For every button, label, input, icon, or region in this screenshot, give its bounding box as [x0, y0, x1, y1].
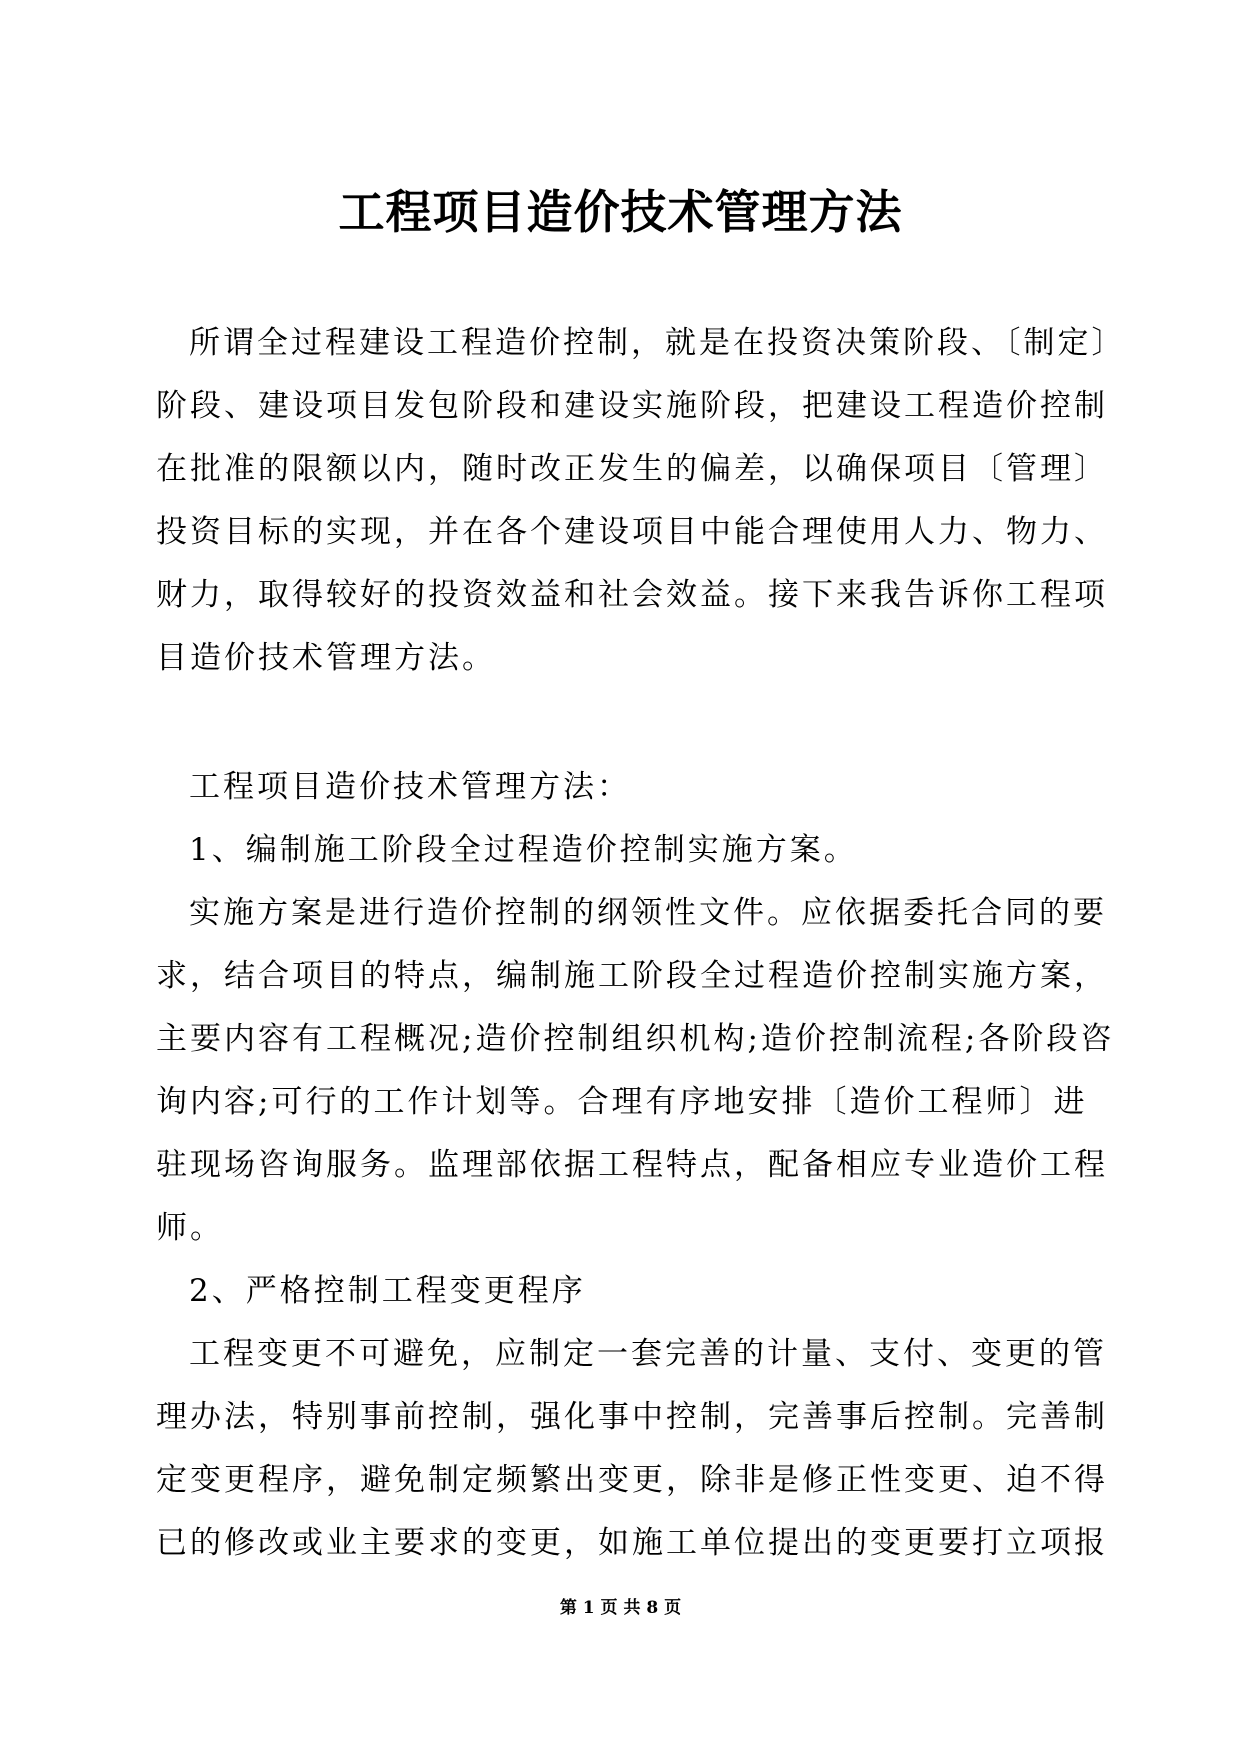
document-body: [156, 312, 1116, 1575]
intro-paragraph: 所谓全过程建设工程造价控制，就是在投资决策阶段、〔制定〕阶段、建设项目发包阶段和建设实施阶段，把建设工程造价控制在批准的限额以内，随时改正发生的偏差，以确保项目〔管理〕投资目标的实现，并在各个建设项目中能合理使用人力、物力、财力，取得较好的投资效益和社会效益。接下来我告诉你工程项目造价技术管理方法。: [156, 325, 1110, 676]
section-heading: 工程项目造价技术管理方法：: [189, 769, 631, 805]
page-title: 工程项目造价技术管理方法: [338, 185, 903, 239]
item-2-paragraph: 工程变更不可避免，应制定一套完善的计量、支付、变更的管理办法，特别事前控制，强化事中控制，完善事后控制。完善制定变更程序，避免制定频繁出变更，除非是修正性变更、迫不得已的修改或业主要求的变更，如施工单位提出的变更要打立项报: [156, 1336, 1108, 1561]
item-1-heading: 1、编制施工阶段全过程造价控制实施方案。: [189, 832, 858, 868]
item-2-heading: 2、严格控制工程变更程序: [189, 1273, 586, 1309]
page-footer: 第 1 页 共 8 页: [559, 1598, 682, 1618]
item-1-paragraph: 实施方案是进行造价控制的纲领性文件。应依据委托合同的要求，结合项目的特点，编制施工阶段全过程造价控制实施方案，主要内容有工程概况;造价控制组织机构;造价控制流程;各阶段咨询内容;可行的工作计划等。合理有序地安排〔造价工程师〕进驻现场咨询服务。监理部依据工程特点，配备相应专业造价工程师。: [156, 895, 1115, 1246]
